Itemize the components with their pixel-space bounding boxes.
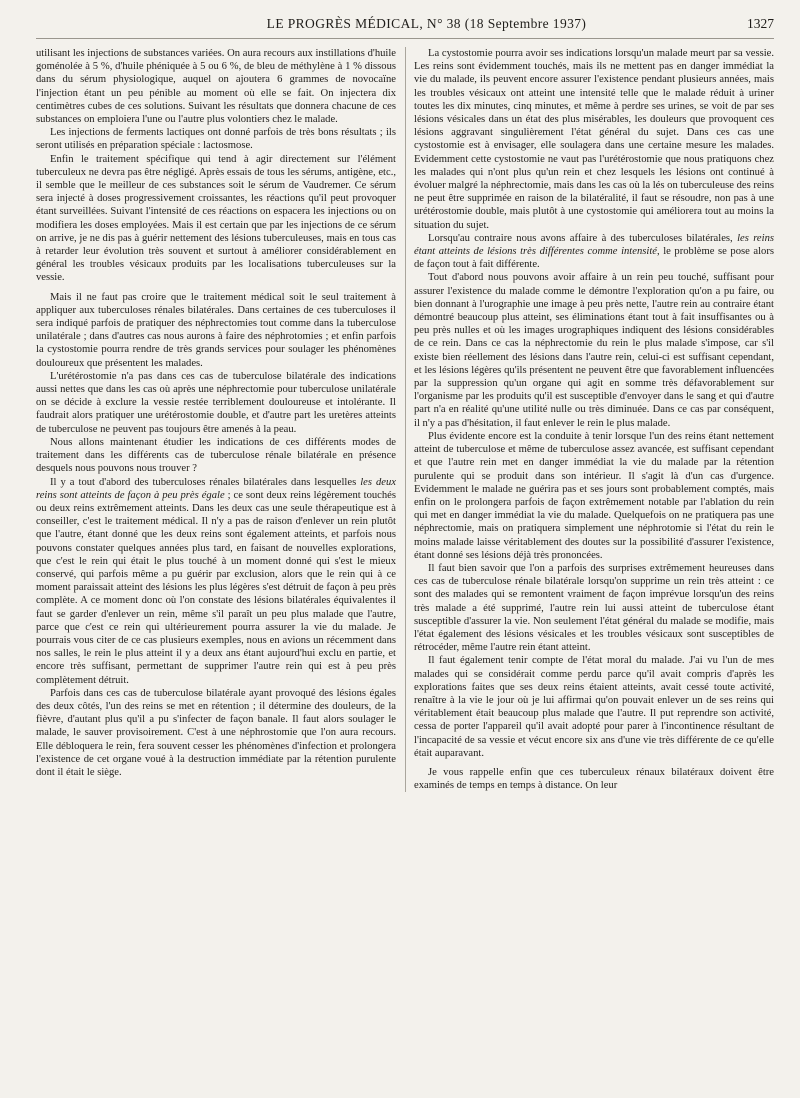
italic-phrase: les reins étant atteints de lésions très différentes comme intensité [414,232,774,258]
paragraph: Je vous rappelle enfin que ces tuberculeux rénaux bilatéraux doivent être examinés de temps en temps à distance. On leur [414,766,774,792]
text-run: Il y a tout d'abord des tuberculoses rénales bilatérales dans lesquelles [50,476,357,488]
paragraph: Parfois dans ces cas de tuberculose bilatérale ayant provoqué des lésions égales des deux côtés, l'un des reins se met en rétention ; il détermine des douleurs, de la fièvre, d'autant plus qu'il a pu s'infecter de façon banale. Il faut alors soulager le malade, le sauver provisoirement. C'est à une néphrostomie que l'on aura recours. Elle débloquera le rein, fera souvent cesser les phénomènes d'infection et prolongera l'existence de cet organe voué à la destruction immédiate par la rétention purulente dont il était le siège. [36,687,396,778]
text-run: Lorsqu'au contraire nous avons affaire à des tuberculoses bilatérales, [428,232,733,244]
running-header [36,16,774,39]
paragraph: Plus évidente encore est la conduite à tenir lorsque l'un des reins étant nettement atteint de tuberculose et même de tuberculose assez avancée, est suffisant cependant et que l'autre rein met en danger immédiat la vie du malade par la rétention purulente qui se produit dans son intérieur. Il s'agit là d'un cas d'urgence. Evidemment le malade ne guérira pas et ses jours sont probablement comptés, mais enfin on le prolongera parfois de façon extrêmement notable par l'ablation du rein qui met en danger immédiat la vie du malade. Quelquefois on ne pratiquera pas une néphrectomie, mais on pratiquera simplement une néphrotomie si l'état du rein le moins malade laisse véritablement des doutes sur la possibilité d'assurer l'existence, étant donné ses lésions déjà très prononcées. [414,430,774,561]
paragraph: Enfin le traitement spécifique qui tend à agir directement sur l'élément tuberculeux ne devra pas être négligé. Après essais de tous les sérums, antigène, etc., il semble que le meilleur de ces substances soit le sérum de Vaudremer. Ce sérum sera injecté à doses progressivement croissantes, les réactions qu'il peut provoquer étant surveillées. Suivant l'intensité de ces réactions on espacera les injections ou on modifiera les doses employées. Mais il est certain que par les injections de ce sérum on arrive, je ne dis pas à guérir nettement des lésions tuberculeuses, mais en tous cas à retarder leur évolution très souvent et surtout à améliorer considérablement en général les troubles vésicaux produits par les localisations tuberculeuses sur la vessie. [36,153,396,284]
paragraph: Les injections de ferments lactiques ont donné parfois de très bons résultats ; ils seront utilisés en préparation spéciale : lactosmose. [36,127,396,152]
paragraph: Tout d'abord nous pouvons avoir affaire à un rein peu touché, suffisant pour assurer l'existence du malade comme le démontre l'exploration qu'on a pu faire, ou bien donnant à l'urographie une image à peu près nette, l'autre rein au contraire étant démontré beaucoup plus atteint, ses éliminations étant tout à fait insuffisantes ou à peu près nulles et où les images urographiques indiquent des lésions considérables de ce rein. Dans ce cas la néphrectomie du rein le plus malade s'impose, car s'il existe bien réellement des lésions dans l'autre rein, celui-ci est suffisant cependant, et les lésions légères qu'ils présentent ne peuvent être que favorablement influencées par la suppression qu'un organe qui agit en somme très défavorablement sur l'organisme par les produits qu'il est susceptible d'envoyer dans le sang et qui d'autre part n'a en réalité qu'une utilité nulle ou très diminuée. Dans ce cas par conséquent, il n'y a pas d'hésitation, il faut enlever le rein le plus malade. [414,272,774,429]
paragraph: Il faut bien savoir que l'on a parfois des surprises extrêmement heureuses dans ces cas de tuberculose rénale bilatérale lorsqu'on supprime un rein très atteint : ce sont des malades qui se remontent vraiment de façon imprévue lorsqu'un des reins très malade a été supprimé, l'autre rein lui aussi atteint de tuberculose étant susceptible d'assurer la vie. Non seulement l'état général du malade se modifie, mais l'état également des lésions vésicales et les troubles vésicaux sont susceptibles de rétrocéder, même l'autre rein étant atteint. [414,562,774,654]
paragraph [36,476,396,687]
paragraph: Mais il ne faut pas croire que le traitement médical soit le seul traitement à appliquer aux tuberculoses rénales bilatérales. Dans certaines de ces tuberculoses il sera indiqué parfois de pratiquer des néphrectomies tout comme dans la tuberculose unilatérale ; dans d'autres cas nous aurons à faire des néphrotomies ; et enfin parfois la cystostomie pourra rendre de très grands services pour soulager les phénomènes douloureux que présentent les malades. [36,291,396,369]
paragraph: Il faut également tenir compte de l'état moral du malade. J'ai vu l'un de mes malades qui se considérait comme perdu parce qu'il avait compris d'après les explorations faites que ses deux reins étaient atteints, avait cessé toute activité, renaître à la vie le jour où je lui affirmai qu'on pouvait enlever un de ses reins qui véritablement était beaucoup plus malade que l'autre. Il put reprendre son activité, cessa de porter l'appareil qu'il avait adopté pour parer à l'incontinence résultant de l'incapacité de sa vessie et vécut encore six ans d'une vie très différente de ce qu'elle était auparavant. [414,655,774,759]
column-divider [405,47,406,792]
left-column [36,47,396,792]
paragraph [414,232,774,272]
paragraph: La cystostomie pourra avoir ses indications lorsqu'un malade meurt par sa vessie. Les reins sont évidemment touchés, mais ils ne mettent pas en danger immédiat la vie du malade, ils peuvent encore assurer l'existence pendant plusieurs années, mais les troubles vésicaux ont atteint une intensité telle que le malade réduit à uriner toutes les dix minutes, cinq minutes, et même à perdre ses urines, se voit de par ses lésions vésicales dans un état des plus misérables, les douleurs que provoquent ces lésions aggravant singulièrement l'état général du sujet. Dans ces cas une cystostomie est à envisager, elle soulagera dans une certaine mesure les malades. Evidemment cette cystostomie ne vaut pas l'urétérostomie que nous pratiquons chez les malades qui n'ont plus qu'un rein et chez lesquels les lésions ont continué à évoluer malgré la néphrectomie, mais dans les cas où la lés on tuberculeuse des reins ne peut être supprimée en raison de la bilatéralité, il faut se résoudre, non pas à une urétérostomie double, mais plutôt à une cystostomie qui améliorera tout au moins la situation du sujet. [414,48,774,231]
paragraph: L'urétérostomie n'a pas dans ces cas de tuberculose bilatérale des indications aussi nettes que dans les cas où après une néphrectomie pour tuberculose unilatérale on se décide à exclure la vessie restée terriblement douloureuse et intolérante. Il faudrait alors pratiquer une urétérostomie double, et d'autre part les uretères atteints de tuberculose ne peuvent pas toujours être amenés à la peau. [36,370,396,435]
text-run: , le problème se pose alors de façon tout à fait différente. [414,246,774,271]
right-column [414,47,774,792]
italic-phrase: les deux reins sont atteints de façon à peu près égale [36,476,396,501]
page-number: 1327 [747,16,774,31]
paragraph: Nous allons maintenant étudier les indications de ces différents modes de traitement dans les différents cas de tuberculose rénale bilatérale en présence desquels nous pouvons nous trouver ? [36,436,396,475]
journal-title: LE PROGRÈS MÉDICAL, N° 38 (18 Septembre 1937) [266,16,587,31]
text-run: ; ce sont deux reins légèrement touchés ou deux reins extrêmement atteints. Dans les deux cas une seule thérapeutique est à conseiller, c'est le traitement médical. Il n'y a pas de raison d'enlever un rein plutôt que l'autre, étant donné que les deux reins sont également atteints, et parfois nous pouvons constater quelques années plus tard, en faisant de nouvelles explorations, que c'est le rein qui était le plus touché à un moment donné qui s'est le mieux conservé, qui parfois même a pu guérir par exclusion, alors que le rein qui à ce moment paraissait atteint des lésions les plus légères s'est détruit de façon à peu près complète. A ce moment donc où l'on constate des lésions bilatérales équivalentes il faut se garder d'enlever un rein, même s'il paraît un peu plus malade que l'autre, parce que c'est ce rein qui ultérieurement pourra assurer la vie du malade. Je pourrais vous citer de ce cas plusieurs exemples, nous en avions un récemment dans nos salles, le rein le plus atteint il y a deux ans étant aujourd'hui exclu en partie, et encore très suffisant, permettant de supprimer l'autre rein qui est à peu près complètement détruit. [36,489,396,686]
two-column-body [36,47,774,792]
paragraph: utilisant les injections de substances variées. On aura recours aux instillations d'huile goménolée à 5 %, d'huile phéniquée à 5 ou 6 %, de bleu de méthylène à 1 % dissous dans du sérum physiologique, auquel on ajoutera 6 grammes de novocaïne l'injection étant un peu pénible au moment où elle se fait. On injectera dix centimètres cubes de ces solutions. Suivant les résultats que donnera chacune de ces substances on emploiera l'une ou l'autre plus volontiers chez le malade. [36,48,396,126]
